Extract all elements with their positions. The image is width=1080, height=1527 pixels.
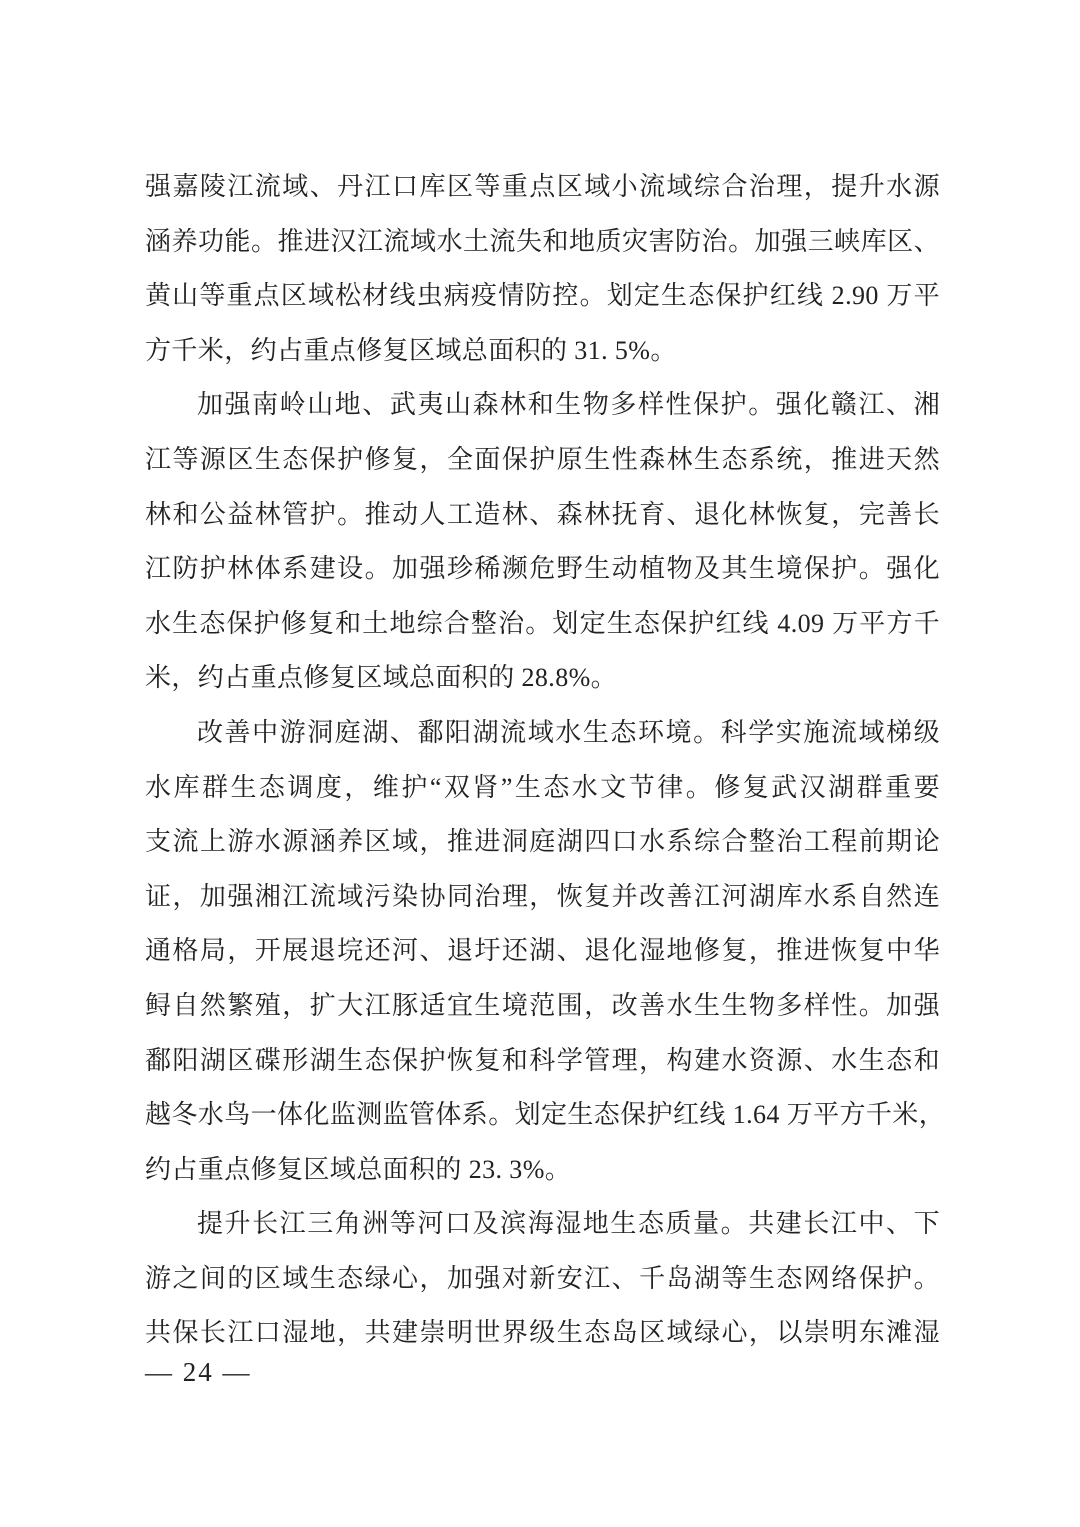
text-line: 方千米，约占重点修复区域总面积的 31. 5%。 (145, 335, 677, 365)
text-line: 鲟自然繁殖，扩大江豚适宜生境范围，改善水生生物多样性。加强 (145, 990, 940, 1020)
page-footer (145, 1352, 252, 1392)
text-line: 米，约占重点修复区域总面积的 28.8%。 (145, 663, 618, 693)
document-body (145, 160, 946, 1361)
text-line: 江防护林体系建设。加强珍稀濒危野生动植物及其生境保护。强化 (145, 554, 940, 584)
text-line: 游之间的区域生态绿心，加强对新安江、千岛湖等生态网络保护。 (145, 1263, 940, 1293)
text-line: 江等源区生态保护修复，全面保护原生性森林生态系统，推进天然 (145, 444, 940, 474)
text-line: 提升长江三角洲等河口及滨海湿地生态质量。共建长江中、下 (197, 1209, 940, 1239)
text-line: 林和公益林管护。推动人工造林、森林抚育、退化林恢复，完善长 (145, 499, 940, 529)
text-line: 水库群生态调度，维护“双肾”生态水文节律。修复武汉湖群重要 (145, 772, 940, 802)
text-line: 证，加强湘江流域污染协同治理，恢复并改善江河湖库水系自然连 (145, 881, 940, 911)
text-line: 支流上游水源涵养区域，推进洞庭湖四口水系综合整治工程前期论 (145, 827, 940, 857)
text-line: 加强南岭山地、武夷山森林和生物多样性保护。强化赣江、湘 (197, 390, 940, 420)
text-line: 共保长江口湿地，共建崇明世界级生态岛区域绿心，以崇明东滩湿 (145, 1318, 940, 1348)
text-line: 涵养功能。推进汉江流域水土流失和地质灾害防治。加强三峡库区、 (145, 226, 940, 256)
text-line: 改善中游洞庭湖、鄱阳湖流域水生态环境。科学实施流域梯级 (197, 717, 940, 747)
text-line: 水生态保护修复和土地综合整治。划定生态保护红线 4.09 万平方千 (145, 608, 940, 638)
text-line: 约占重点修复区域总面积的 23. 3%。 (145, 1154, 572, 1184)
page-number: — 24 — (145, 1357, 252, 1387)
text-line: 强嘉陵江流域、丹江口库区等重点区域小流域综合治理，提升水源 (145, 172, 940, 201)
text-line: 黄山等重点区域松材线虫病疫情防控。划定生态保护红线 2.90 万平 (145, 281, 940, 311)
document-lines (145, 160, 946, 1361)
text-line: 鄱阳湖区碟形湖生态保护恢复和科学管理，构建水资源、水生态和 (145, 1045, 940, 1075)
text-line: 越冬水鸟一体化监测监管体系。划定生态保护红线 1.64 万平方千米， (145, 1100, 946, 1130)
text-line: 通格局，开展退垸还河、退圩还湖、退化湿地修复，推进恢复中华 (145, 936, 940, 966)
